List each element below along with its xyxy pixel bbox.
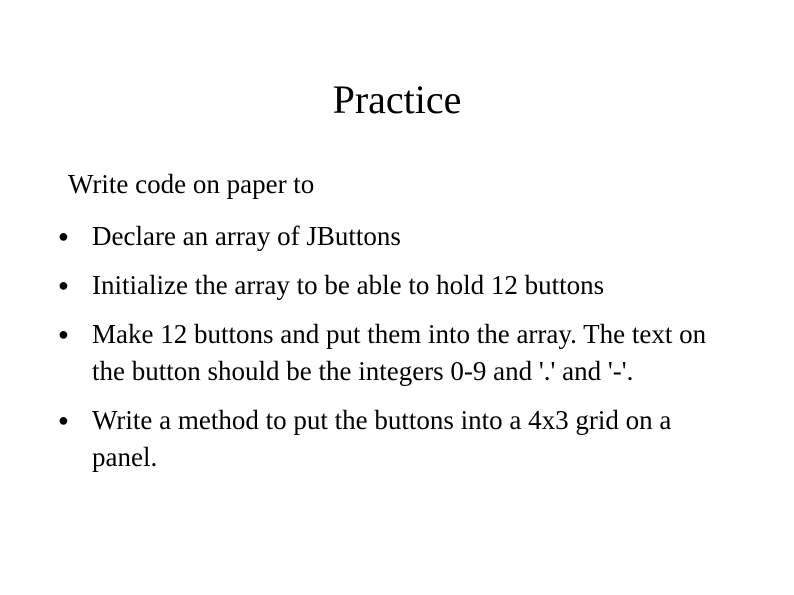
- slide-title: Practice: [332, 77, 462, 122]
- bullet-text: Write a method to put the buttons into a 4x3 grid on a panel.: [92, 405, 672, 472]
- bullet-list: [58, 218, 758, 488]
- bullet-text: Make 12 buttons and put them into the array. The text on the button should be the integers 0-9 and '.' and '-'.: [92, 319, 707, 386]
- bullet-icon: ●: [58, 226, 69, 246]
- bullet-text: Initialize the array to be able to hold 12 buttons: [92, 270, 605, 300]
- bullet-item: [58, 316, 758, 390]
- bullet-icon: ●: [58, 410, 69, 430]
- bullet-item: [58, 402, 758, 476]
- intro-text: Write code on paper to: [68, 169, 315, 199]
- bullet-text: Declare an array of JButtons: [92, 221, 401, 251]
- bullet-item: [58, 218, 758, 255]
- bullet-item: [58, 267, 758, 304]
- bullet-icon: ●: [58, 324, 69, 344]
- bullet-icon: ●: [58, 275, 69, 295]
